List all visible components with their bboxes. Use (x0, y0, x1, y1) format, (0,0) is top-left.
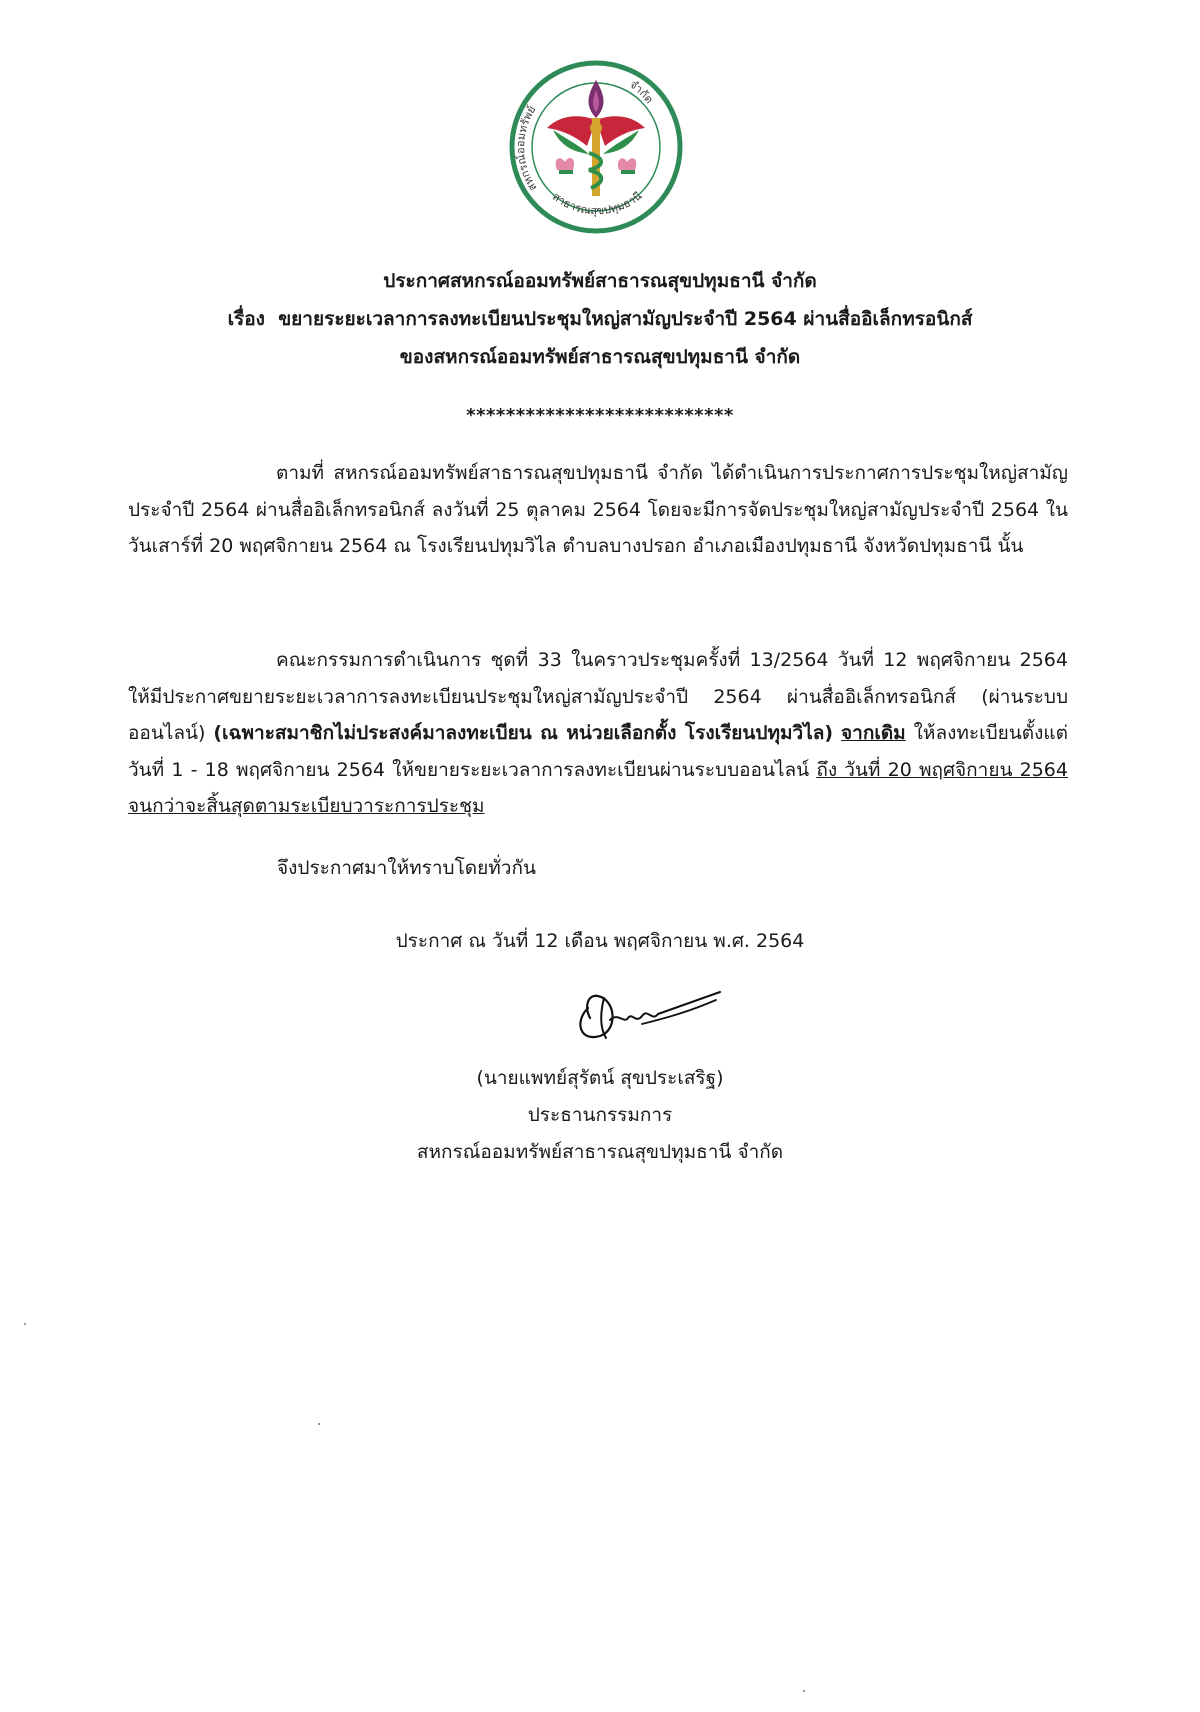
signatory-name: (นายแพทย์สุรัตน์ สุขประเสริฐ) (476, 1067, 724, 1089)
subject-prefix: เรื่อง (227, 308, 265, 330)
signatory-organization: สหกรณ์ออมทรัพย์สาธารณสุขปทุมธานี จำกัด (416, 1141, 784, 1163)
scan-speck (24, 1323, 26, 1325)
title-line-3: ของสหกรณ์ออมทรัพย์สาธารณสุขปทุมธานี จำกัด (399, 346, 801, 368)
seal-ring-text-left: สหกรณ์ออมทรัพย์ (514, 103, 540, 194)
cooperative-seal-logo (507, 58, 685, 236)
seal-ring-text-right: จำกัด (627, 77, 656, 107)
scan-speck (803, 1690, 805, 1692)
scan-speck (318, 1423, 320, 1425)
separator-stars: *************************** (466, 405, 734, 426)
paragraph-2-original-label: จากเดิม (841, 722, 906, 744)
signatory-block (0, 1060, 1200, 1171)
seal-ring-text-bottom: สาธารณสุขปทุมธานี (550, 189, 645, 218)
paragraph-2-bold-note: (เฉพาะสมาชิกไม่ประสงค์มาลงทะเบียน ณ หน่วยเลือกตั้ง โรงเรียนปทุมวิไล) (213, 722, 834, 744)
body-paragraph-2 (128, 642, 1068, 825)
announcement-title (130, 262, 1070, 376)
signatory-position: ประธานกรรมการ (527, 1104, 673, 1126)
body-paragraph-1 (128, 455, 1068, 565)
announcement-date: ประกาศ ณ วันที่ 12 เดือน พฤศจิกายน พ.ศ. 2564 (395, 930, 805, 952)
paragraph-2-text: คณะกรรมการดำเนินการ ชุดที่ 33 ในคราวประชุมครั้งที่ 13/2564 วันที่ 12 พฤศจิกายน 2564 ให้มีประกาศขยายระยะเวลาการลงทะเบียนประชุมใหญ่สามัญประจำปี 2564 ผ่านสื่ออิเล็กทรอนิกส์ (ผ่านระบบออนไลน์) (128, 649, 1068, 744)
paragraph-2-extended-dates: ถึง วันที่ 20 พฤศจิกายน 2564 จนกว่าจะสิ้นสุดตามระเบียบวาระการประชุม (128, 758, 1068, 817)
paragraph-2-original-dates: ให้ลงทะเบียนตั้งแต่วันที่ 1 - 18 พฤศจิกายน 2564 ให้ขยายระยะเวลาการลงทะเบียนผ่านระบบออนไลน์ (128, 722, 1068, 781)
paragraph-1-text: ตามที่ สหกรณ์ออมทรัพย์สาธารณสุขปทุมธานี จำกัด ได้ดำเนินการประกาศการประชุมใหญ่สามัญประจำปี 2564 ผ่านสื่ออิเล็กทรอนิกส์ ลงวันที่ 25 ตุลาคม 2564 โดยจะมีการจัดประชุมใหญ่สามัญประจำปี 2564 ในวันเสาร์ที่ 20 พฤศจิกายน 2564 ณ โรงเรียนปทุมวิไล ตำบลบางปรอก อำเภอเมืองปทุมธานี จังหวัดปทุมธานี นั้น (128, 462, 1068, 557)
handwritten-signature (570, 978, 730, 1048)
title-line-1: ประกาศสหกรณ์ออมทรัพย์สาธารณสุขปทุมธานี จำกัด (383, 270, 817, 292)
title-line-2 (130, 300, 1070, 338)
closing-line: จึงประกาศมาให้ทราบโดยทั่วกัน (277, 857, 536, 879)
subject-text: ขยายระยะเวลาการลงทะเบียนประชุมใหญ่สามัญประจำปี 2564 ผ่านสื่ออิเล็กทรอนิกส์ (278, 308, 973, 330)
